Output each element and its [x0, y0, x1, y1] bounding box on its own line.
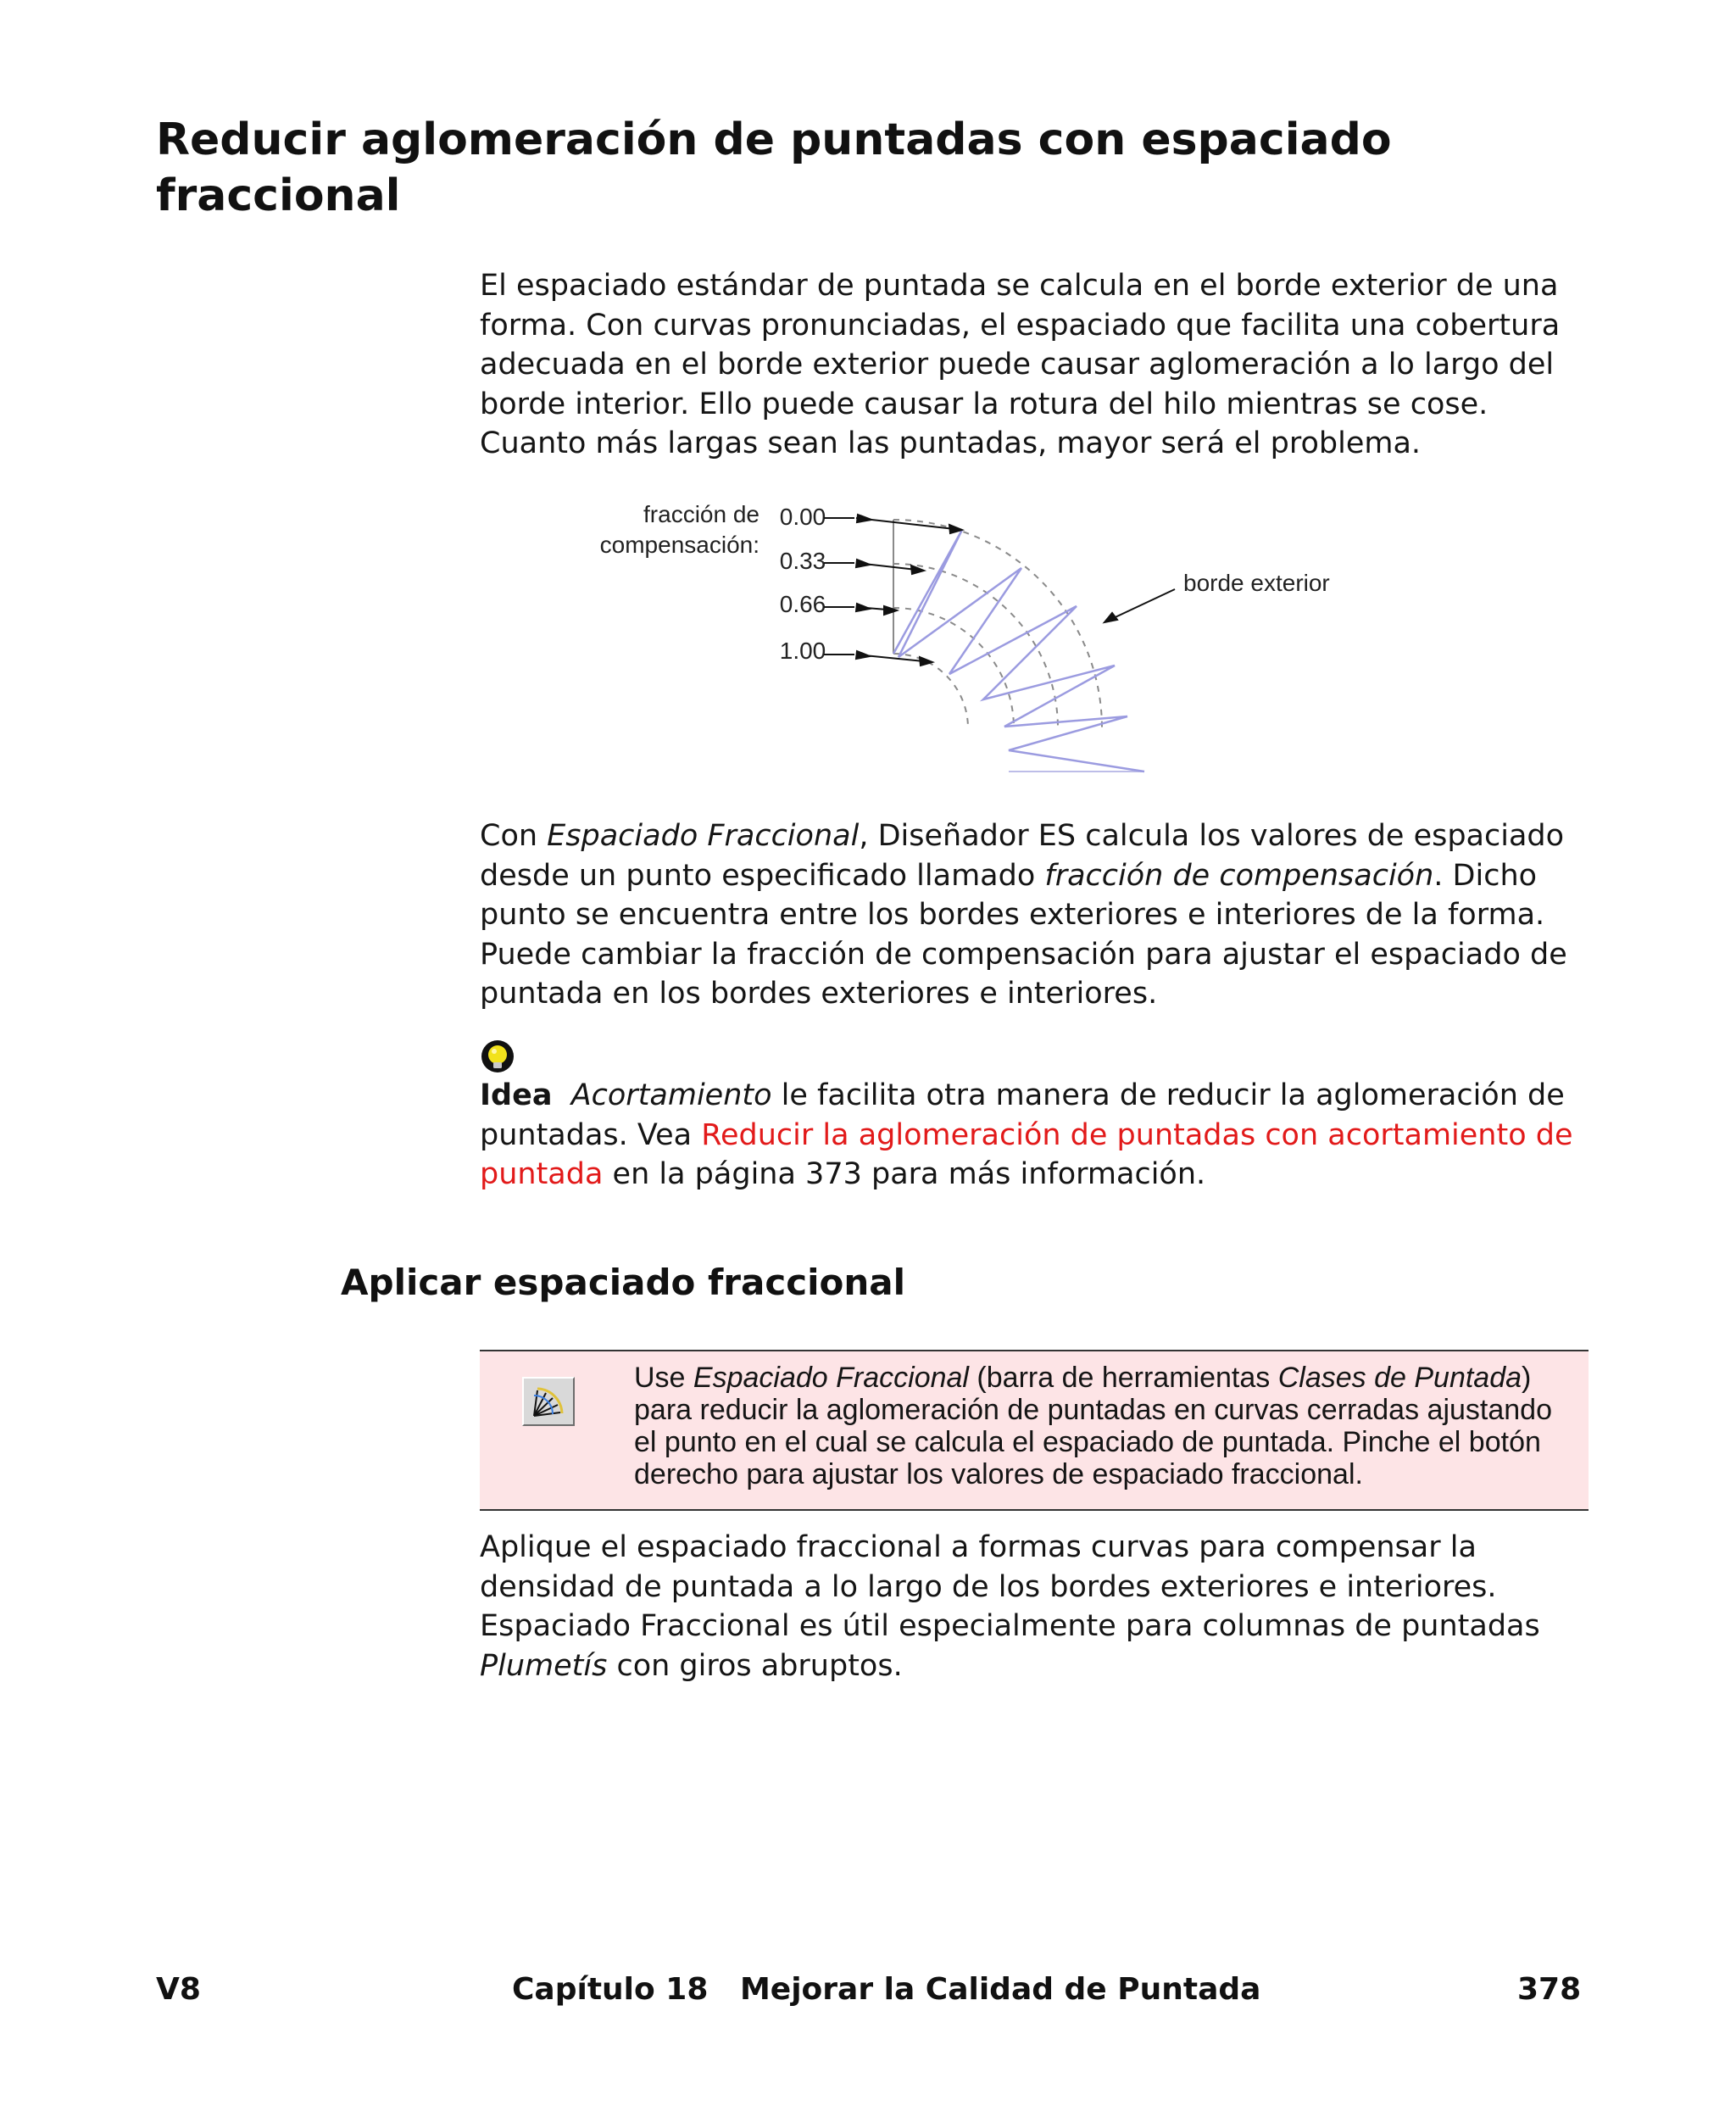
tool-text-3: ) para reducir la aglomeración de puntadas en curvas cerradas ajustando el punto en el cual se calcula el espaciado de puntada. Pinche el botón derecho para ajustar los valores de espaciado fraccional.	[634, 1362, 1552, 1490]
fraction-value-0: 0.00	[779, 504, 826, 530]
fractional-spacing-icon	[524, 1379, 573, 1424]
arc-0	[893, 520, 1102, 728]
outer-edge-label: borde exterior	[1183, 570, 1330, 596]
apply-paragraph	[480, 1528, 1599, 1685]
idea-label: Idea	[480, 1078, 553, 1112]
diagram-label-line2: compensación:	[599, 532, 760, 558]
footer-version: V8	[156, 1972, 201, 2007]
tool-text-1: Use	[634, 1362, 693, 1394]
tool-emphasis-2: Clases de Puntada	[1277, 1362, 1522, 1394]
p2-text-2: , Diseñador ES calcula los valores de espaciado desde un punto especificado llamado	[480, 819, 1565, 893]
footer-page-number: 378	[1517, 1972, 1582, 2007]
idea-note	[480, 1076, 1599, 1195]
lightbulb-icon	[480, 1039, 515, 1075]
page-title: Reducir aglomeración de puntadas con espaciado fraccional	[156, 114, 1392, 221]
tool-description-box	[480, 1350, 1589, 1511]
fraction-value-3: 1.00	[779, 638, 826, 664]
shortening-link[interactable]: Reducir la aglomeración de puntadas con acortamiento de puntada	[480, 1117, 1573, 1191]
p3-text-2: con giros abruptos.	[607, 1648, 903, 1683]
fractional-spacing-diagram	[576, 496, 1373, 784]
tool-text-2: (barra de herramientas	[968, 1362, 1278, 1394]
tool-emphasis-1: Espaciado Fraccional	[693, 1362, 969, 1394]
idea-text-2: en la página 373 para más información.	[603, 1157, 1206, 1191]
tool-description	[634, 1362, 1575, 1490]
p2-text-3: . Dicho punto se encuentra entre los bordes exteriores e interiores de la forma. Puede cambiar la fracción de compensación para ajustar el espaciado de puntada en los bordes exteriores e interiores.	[480, 858, 1567, 1011]
p3-text-1: Aplique el espaciado fraccional a formas curvas para compensar la densidad de puntada a lo largo de los bordes exteriores e interiores. Espaciado Fraccional es útil especialmente para columnas de puntadas	[480, 1530, 1540, 1643]
fraction-value-2: 0.66	[779, 591, 826, 617]
intro-paragraph: El espaciado estándar de puntada se calcula en el borde exterior de una forma. Con curvas pronunciadas, el espaciado que facilita una cobertura adecuada en el borde exterior puede causar aglomeración a lo largo del borde interior. Ello puede causar la rotura del hilo mientras se cose. Cuanto más largas sean las puntadas, mayor será el problema.	[480, 269, 1561, 460]
p2-emphasis-1: Espaciado Fraccional	[547, 819, 860, 853]
p2-emphasis-2: fracción de compensación	[1044, 858, 1434, 893]
stitch-zigzag	[893, 530, 1144, 772]
idea-text-1: le facilita otra manera de reducir la aglomeración de puntadas. Vea	[480, 1078, 1565, 1152]
footer-chapter: Capítulo 18 Mejorar la Calidad de Puntada	[512, 1972, 1261, 2007]
p3-emphasis: Plumetís	[480, 1648, 608, 1683]
arc-1	[893, 564, 1058, 728]
fractional-spacing-paragraph	[480, 816, 1599, 1014]
section-heading: Aplicar espaciado fraccional	[341, 1262, 906, 1303]
fractional-spacing-button[interactable]	[522, 1377, 575, 1426]
diagram-label-line1: fracción de	[643, 501, 760, 527]
idea-emphasis: Acortamiento	[570, 1078, 772, 1112]
fraction-value-1: 0.33	[779, 548, 826, 574]
p2-text-1: Con	[480, 819, 548, 853]
